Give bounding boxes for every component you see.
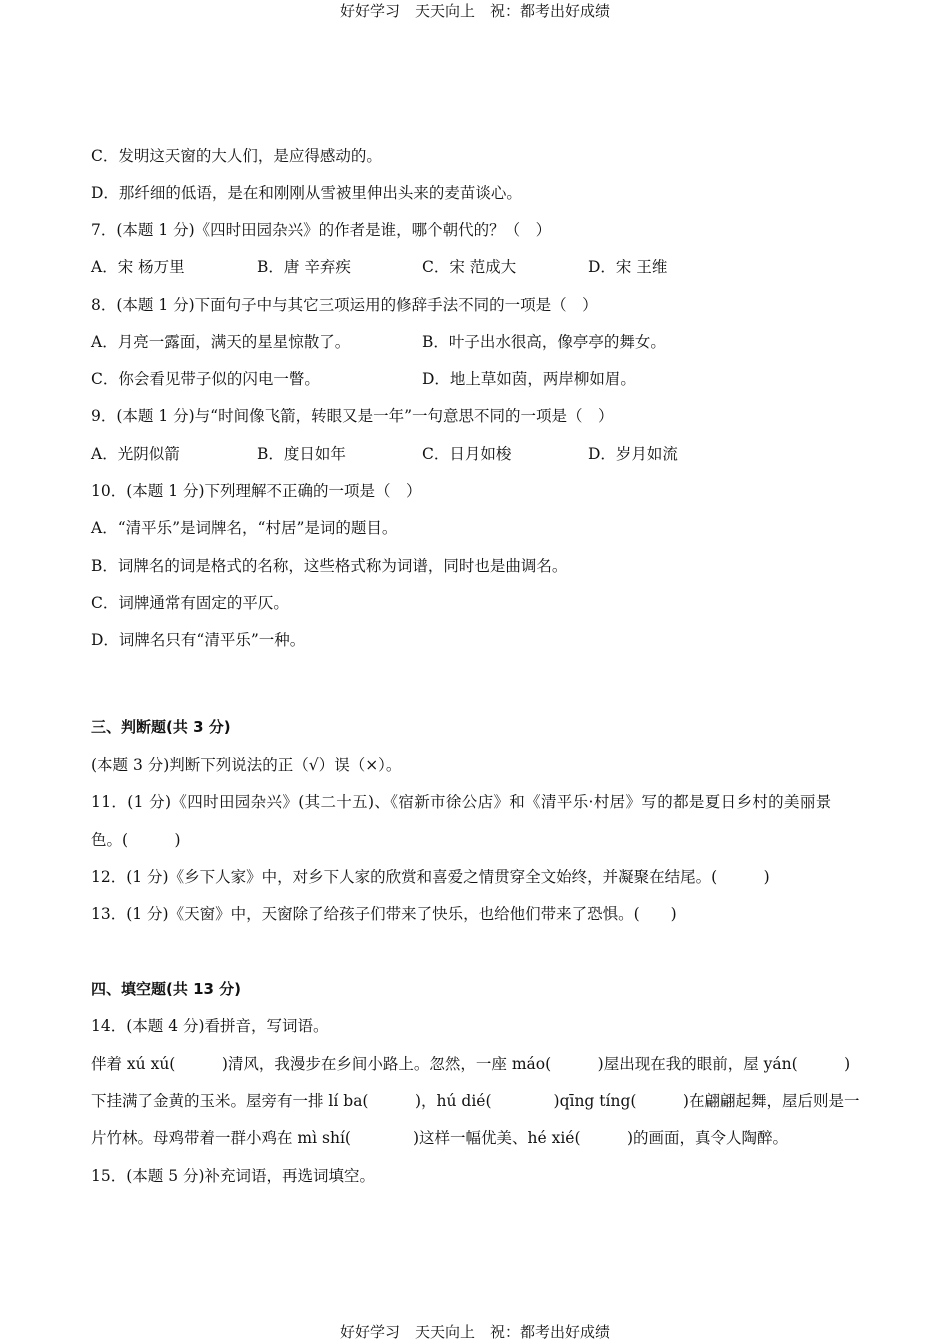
page-header: 好好学习 天天向上 祝：都考出好成绩 (339, 2, 610, 20)
q9-option-c: C．日月如梭 (422, 445, 512, 463)
question-15: 15．(本题 5 分)补充词语，再选词填空。 (91, 1167, 376, 1185)
q9-options (91, 444, 851, 464)
question-12: 12．(1 分)《乡下人家》中，对乡下人家的欣赏和喜爱之情贯穿全文始终，并凝聚在结尾。( ) (91, 868, 770, 886)
q10-option-a: A．“清平乐”是词牌名，“村居”是词的题目。 (91, 519, 398, 537)
question-11-line1: 11．(1 分)《四时田园杂兴》(其二十五)、《宿新市徐公店》和《清平乐·村居》写的都是夏日乡村的美丽景 (91, 793, 832, 811)
q8-option-b: B．叶子出水很高，像亭亭的舞女。 (422, 333, 666, 351)
q8-option-d: D．地上草如茵，两岸柳如眉。 (422, 370, 636, 388)
q7-options (91, 257, 851, 277)
question-14: 14．(本题 4 分)看拼音，写词语。 (91, 1017, 329, 1035)
question-8: 8．(本题 1 分)下面句子中与其它三项运用的修辞手法不同的一项是（ ） (91, 296, 598, 314)
question-11-line2: 色。( ) (91, 831, 181, 849)
question-14-text-line2: 下挂满了金黄的玉米。屋旁有一排 lí ba( )，hú dié( )qīng tíng( )在翩翩起舞，屋后则是一 (91, 1092, 860, 1110)
q10-option-c: C．词牌通常有固定的平仄。 (91, 594, 289, 612)
q8-option-c: C．你会看见带子似的闪电一瞥。 (91, 370, 320, 388)
q10-option-d: D．词牌名只有“清平乐”一种。 (91, 631, 306, 649)
question-14-text-line1: 伴着 xú xú( )清风，我漫步在乡间小路上。忽然，一座 máo( )屋出现在我的眼前，屋 yán( ) (91, 1055, 851, 1073)
q9-option-b: B．度日如年 (257, 445, 346, 463)
question-7: 7．(本题 1 分)《四时田园杂兴》的作者是谁，哪个朝代的？（ ） (91, 221, 552, 239)
question-14-text-line3: 片竹林。母鸡带着一群小鸡在 mì shí( )这样一幅优美、hé xié( )的画面，真令人陶醉。 (91, 1129, 789, 1147)
q7-option-c: C．宋 范成大 (422, 258, 517, 276)
question-9: 9．(本题 1 分)与“时间像飞箭，转眼又是一年”一句意思不同的一项是（ ） (91, 407, 614, 425)
q9-option-d: D．岁月如流 (588, 445, 678, 463)
q8-options-row1 (91, 332, 851, 352)
q6-option-c: C．发明这天窗的大人们，是应得感动的。 (91, 147, 382, 165)
question-10: 10．(本题 1 分)下列理解不正确的一项是（ ） (91, 482, 422, 500)
q6-option-d: D．那纤细的低语，是在和刚刚从雪被里伸出头来的麦苗谈心。 (91, 184, 522, 202)
q7-option-a: A．宋 杨万里 (91, 258, 185, 276)
section-3-instructions: (本题 3 分)判断下列说法的正（√）误（×）。 (91, 756, 402, 774)
q9-option-a: A．光阴似箭 (91, 445, 180, 463)
q7-option-d: D．宋 王维 (588, 258, 668, 276)
page-footer: 好好学习 天天向上 祝：都考出好成绩 (339, 1323, 610, 1341)
q7-option-b: B．唐 辛弃疾 (257, 258, 351, 276)
q10-option-b: B．词牌名的词是格式的名称，这些格式称为词谱，同时也是曲调名。 (91, 557, 568, 575)
q8-options-row2 (91, 369, 851, 389)
section-4-heading: 四、填空题(共 13 分) (91, 980, 242, 998)
section-3-heading: 三、判断题(共 3 分) (91, 718, 231, 736)
question-13: 13．(1 分)《天窗》中，天窗除了给孩子们带来了快乐，也给他们带来了恐惧。( ) (91, 905, 677, 923)
q8-option-a: A．月亮一露面，满天的星星惊散了。 (91, 333, 351, 351)
